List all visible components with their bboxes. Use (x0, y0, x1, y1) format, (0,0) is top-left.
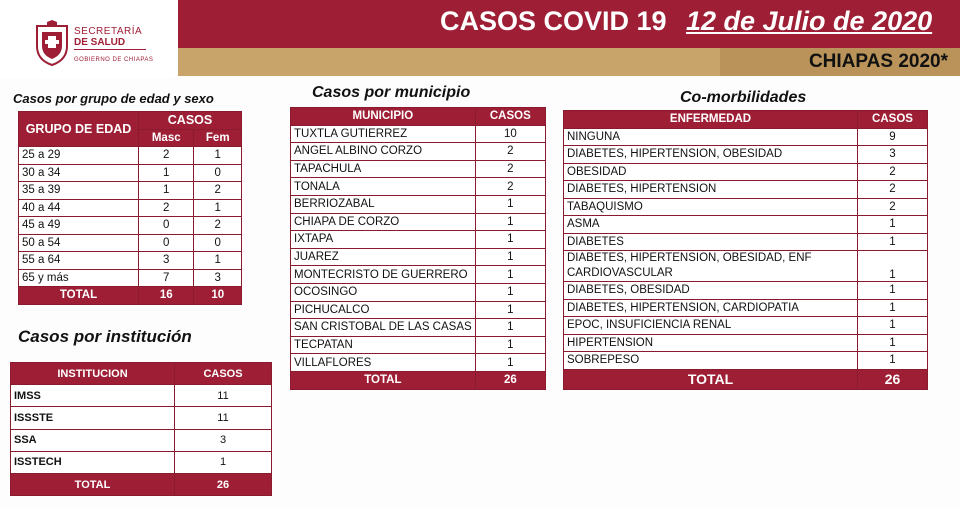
disease-name: TABAQUISMO (564, 198, 858, 216)
table-row (564, 181, 928, 199)
disease-cases: 1 (858, 233, 928, 251)
coat-of-arms-icon (34, 20, 70, 66)
disease-name: DIABETES, HIPERTENSION, CARDIOPATIA (564, 299, 858, 317)
municipality-name: TECPATAN (291, 336, 476, 354)
municipality-cases: 1 (475, 336, 545, 354)
total-value: 26 (475, 371, 545, 389)
table-row (291, 301, 546, 319)
col-institution: INSTITUCION (11, 363, 175, 385)
municipality-name: SAN CRISTOBAL DE LAS CASAS (291, 319, 476, 337)
table-row (291, 319, 546, 337)
table-row (19, 147, 242, 165)
disease-name: NINGUNA (564, 128, 858, 146)
disease-name: EPOC, INSUFICIENCIA RENAL (564, 317, 858, 335)
municipality-cases: 2 (475, 143, 545, 161)
municipality-cases: 1 (475, 319, 545, 337)
disease-name: DIABETES (564, 233, 858, 251)
masc-count: 2 (139, 199, 194, 217)
municipality-cases: 1 (475, 283, 545, 301)
municipality-name: MONTECRISTO DE GUERRERO (291, 266, 476, 284)
disease-name: SOBREPESO (564, 352, 858, 370)
total-label: TOTAL (564, 369, 858, 389)
table-row (19, 164, 242, 182)
table-row (19, 182, 242, 200)
municipality-name: TONALA (291, 178, 476, 196)
col-cases: CASOS (475, 108, 545, 126)
comorbidities-title: Co-morbilidades (680, 89, 807, 106)
table-row (291, 354, 546, 372)
disease-cases: 2 (858, 163, 928, 181)
table-row (19, 252, 242, 270)
institution-name: ISSTECH (11, 451, 175, 473)
total-fem: 10 (194, 287, 242, 305)
institution-name: IMSS (11, 385, 175, 407)
institution-table (10, 362, 272, 496)
age-group: 55 a 64 (19, 252, 139, 270)
table-row (11, 451, 272, 473)
disease-cases: 1 (858, 251, 928, 282)
total-masc: 16 (139, 287, 194, 305)
disease-cases: 1 (858, 282, 928, 300)
total-value: 26 (858, 369, 928, 389)
table-row (291, 143, 546, 161)
comorbidities-table (563, 110, 928, 390)
masc-count: 0 (139, 217, 194, 235)
fem-count: 2 (194, 217, 242, 235)
age-group: 25 a 29 (19, 147, 139, 165)
col-disease: ENFERMEDAD (564, 111, 858, 129)
table-row (291, 195, 546, 213)
disease-name: HIPERTENSION (564, 334, 858, 352)
age-group: 30 a 34 (19, 164, 139, 182)
municipality-cases: 10 (475, 125, 545, 143)
total-label: TOTAL (11, 473, 175, 495)
total-row (291, 371, 546, 389)
table-row (564, 216, 928, 234)
age-group: 50 a 54 (19, 234, 139, 252)
municipality-cases: 1 (475, 266, 545, 284)
municipality-cases: 1 (475, 248, 545, 266)
disease-cases: 1 (858, 334, 928, 352)
municipality-cases: 1 (475, 195, 545, 213)
municipality-title: Casos por municipio (312, 84, 471, 101)
municipality-name: VILLAFLORES (291, 354, 476, 372)
municipality-name: OCOSINGO (291, 283, 476, 301)
disease-name: DIABETES, HIPERTENSION, OBESIDAD (564, 146, 858, 164)
table-row (291, 283, 546, 301)
table-row (291, 336, 546, 354)
municipality-table (290, 107, 546, 390)
total-row (564, 369, 928, 389)
disease-cases: 1 (858, 299, 928, 317)
institution-name: SSA (11, 429, 175, 451)
age-group: 65 y más (19, 269, 139, 287)
masc-count: 3 (139, 252, 194, 270)
disease-cases: 3 (858, 146, 928, 164)
col-cases: CASOS (858, 111, 928, 129)
municipality-cases: 1 (475, 213, 545, 231)
fem-count: 3 (194, 269, 242, 287)
table-row (564, 317, 928, 335)
table-row (19, 199, 242, 217)
table-row (564, 251, 928, 282)
col-masc: Masc (139, 129, 194, 147)
table-row (291, 160, 546, 178)
disease-name: DIABETES, HIPERTENSION (564, 181, 858, 199)
municipality-name: PICHUCALCO (291, 301, 476, 319)
municipality-name: ANGEL ALBINO CORZO (291, 143, 476, 161)
total-label: TOTAL (19, 287, 139, 305)
age-sex-table (18, 111, 242, 305)
fem-count: 0 (194, 234, 242, 252)
col-fem: Fem (194, 129, 242, 147)
table-row (291, 231, 546, 249)
municipality-cases: 1 (475, 301, 545, 319)
institution-cases: 11 (175, 385, 272, 407)
table-row (11, 385, 272, 407)
logo-line-1: SECRETARÍA (74, 26, 143, 37)
fem-count: 0 (194, 164, 242, 182)
table-row (564, 352, 928, 370)
institution-name: ISSSTE (11, 407, 175, 429)
disease-name: DIABETES, OBESIDAD (564, 282, 858, 300)
age-group: 45 a 49 (19, 217, 139, 235)
masc-count: 1 (139, 182, 194, 200)
institution-cases: 1 (175, 451, 272, 473)
logo-line-2: DE SALUD (74, 37, 126, 48)
fem-count: 1 (194, 147, 242, 165)
disease-cases: 2 (858, 198, 928, 216)
col-cases: CASOS (139, 112, 242, 130)
table-row (564, 163, 928, 181)
table-row (564, 299, 928, 317)
age-group: 40 a 44 (19, 199, 139, 217)
table-row (564, 233, 928, 251)
table-row (291, 178, 546, 196)
disease-cases: 1 (858, 352, 928, 370)
disease-name: ASMA (564, 216, 858, 234)
table-row (19, 217, 242, 235)
col-municipality: MUNICIPIO (291, 108, 476, 126)
col-age-group: GRUPO DE EDAD (19, 112, 139, 147)
municipality-cases: 1 (475, 231, 545, 249)
table-row (291, 125, 546, 143)
table-row (564, 128, 928, 146)
masc-count: 7 (139, 269, 194, 287)
table-row (19, 269, 242, 287)
disease-name: DIABETES, HIPERTENSION, OBESIDAD, ENF CARDIOVASCULAR (564, 251, 858, 282)
total-row (19, 287, 242, 305)
municipality-name: CHIAPA DE CORZO (291, 213, 476, 231)
disease-cases: 1 (858, 216, 928, 234)
municipality-name: BERRIOZABAL (291, 195, 476, 213)
table-row (19, 234, 242, 252)
state-label: CHIAPAS 2020* (808, 51, 948, 72)
municipality-cases: 2 (475, 178, 545, 196)
table-row (564, 334, 928, 352)
municipality-name: IXTAPA (291, 231, 476, 249)
header-gold-band (178, 48, 960, 76)
logo-box (0, 0, 178, 78)
municipality-cases: 2 (475, 160, 545, 178)
total-value: 26 (175, 473, 272, 495)
disease-name: OBESIDAD (564, 163, 858, 181)
logo-divider (74, 49, 146, 50)
table-row (11, 407, 272, 429)
municipality-name: JUAREZ (291, 248, 476, 266)
table-row (291, 248, 546, 266)
logo-line-3: GOBIERNO DE CHIAPAS (74, 57, 154, 63)
table-row (564, 198, 928, 216)
municipality-cases: 1 (475, 354, 545, 372)
fem-count: 2 (194, 182, 242, 200)
age-group: 35 a 39 (19, 182, 139, 200)
disease-cases: 1 (858, 317, 928, 335)
table-row (564, 146, 928, 164)
table-row (291, 266, 546, 284)
page-title: CASOS COVID 19 (440, 6, 667, 36)
municipality-name: TAPACHULA (291, 160, 476, 178)
masc-count: 0 (139, 234, 194, 252)
institution-title: Casos por institución (18, 327, 192, 346)
table-row (291, 213, 546, 231)
total-row (11, 473, 272, 495)
total-label: TOTAL (291, 371, 476, 389)
municipality-name: TUXTLA GUTIERREZ (291, 125, 476, 143)
table-row (564, 282, 928, 300)
institution-cases: 3 (175, 429, 272, 451)
logo-text (74, 26, 153, 66)
disease-cases: 2 (858, 181, 928, 199)
fem-count: 1 (194, 199, 242, 217)
disease-cases: 9 (858, 128, 928, 146)
masc-count: 1 (139, 164, 194, 182)
table-row (11, 429, 272, 451)
institution-cases: 11 (175, 407, 272, 429)
fem-count: 1 (194, 252, 242, 270)
col-cases: CASOS (175, 363, 272, 385)
report-date: 12 de Julio de 2020 (686, 6, 933, 36)
age-sex-title: Casos por grupo de edad y sexo (13, 91, 214, 106)
masc-count: 2 (139, 147, 194, 165)
